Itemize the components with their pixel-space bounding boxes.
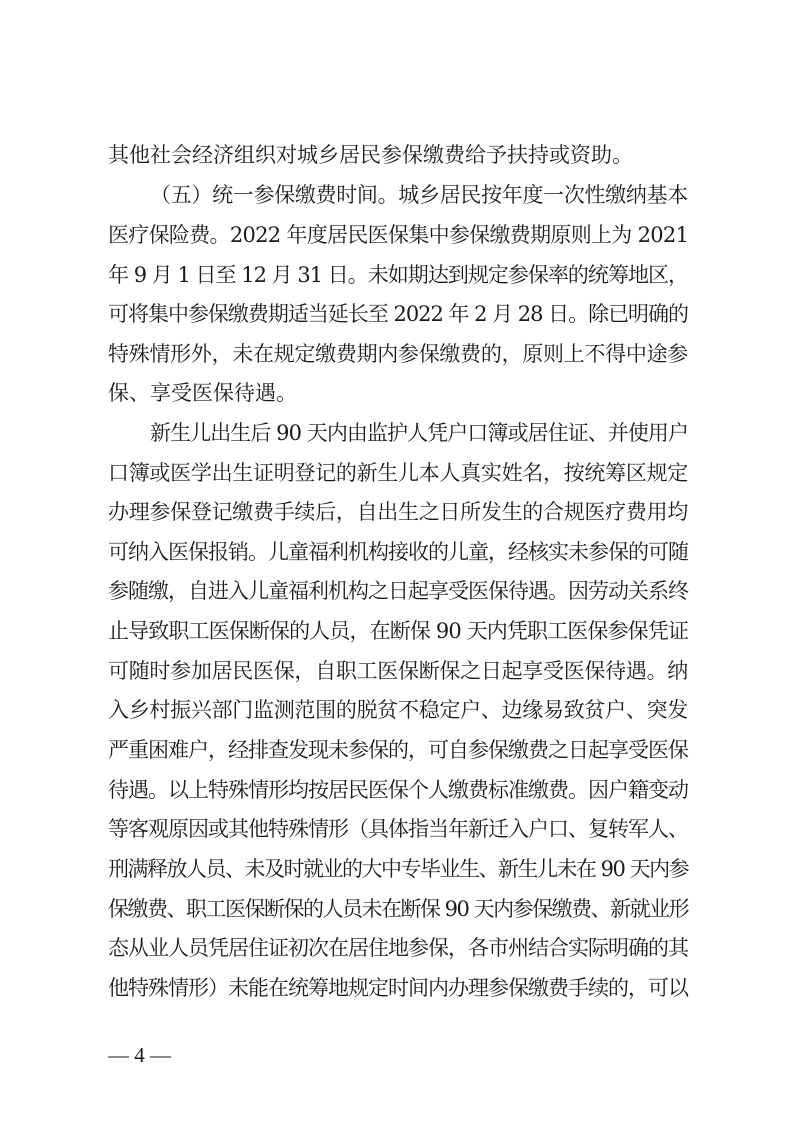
text-line: 年 9 月 1 日至 12 月 31 日。未如期达到规定参保率的统筹地区， (108, 263, 688, 287)
text-line: 刑满释放人员、未及时就业的大中专毕业生、新生儿未在 90 天内参 (108, 857, 689, 881)
text-line: 特殊情形外，未在规定缴费期内参保缴费的，原则上不得中途参 (108, 342, 688, 366)
text-line: 参随缴，自进入儿童福利机构之日起享受医保待遇。因劳动关系终 (108, 579, 688, 603)
text-line: 可随时参加居民医保，自职工医保断保之日起享受医保待遇。纳 (108, 659, 688, 683)
text-line: 可纳入医保报销。儿童福利机构接收的儿童，经核实未参保的可随 (108, 540, 688, 564)
text-line: 保、享受医保待遇。 (108, 381, 297, 405)
text-line: 办理参保登记缴费手续后，自出生之日所发生的合规医疗费用均 (108, 500, 688, 524)
text-line: 等客观原因或其他特殊情形（具体指当年新迁入户口、复转军人、 (108, 817, 688, 841)
text-line: 入乡村振兴部门监测范围的脱贫不稳定户、边缘易致贫户、突发 (108, 698, 688, 722)
text-line: 医疗保险费。2022 年度居民医保集中参保缴费期原则上为 2021 (108, 223, 689, 247)
text-line: 保缴费、职工医保断保的人员未在断保 90 天内参保缴费、新就业形 (108, 897, 689, 921)
text-line: 止导致职工医保断保的人员，在断保 90 天内凭职工医保参保凭证 (108, 619, 689, 643)
text-line: 严重困难户，经排查发现未参保的，可自参保缴费之日起享受医保 (108, 738, 688, 762)
text-line: 态从业人员凭居住证初次在居住地参保，各市州结合实际明确的其 (108, 936, 688, 960)
text-line: 可将集中参保缴费期适当延长至 2022 年 2 月 28 日。除已明确的 (108, 302, 688, 326)
text-line: 新生儿出生后 90 天内由监护人凭户口簿或居住证、并使用户 (150, 421, 689, 445)
text-line: （五）统一参保缴费时间。城乡居民按年度一次性缴纳基本 (150, 183, 688, 207)
text-line: 口簿或医学出生证明登记的新生儿本人真实姓名，按统筹区规定 (108, 461, 688, 485)
text-line: 他特殊情形）未能在统筹地规定时间内办理参保缴费手续的，可以 (108, 976, 688, 1000)
text-line: 待遇。以上特殊情形均按居民医保个人缴费标准缴费。因户籍变动 (108, 778, 688, 802)
page-number: — 4 — (108, 1043, 171, 1067)
text-line: 其他社会经济组织对城乡居民参保缴费给予扶持或资助。 (108, 143, 633, 167)
